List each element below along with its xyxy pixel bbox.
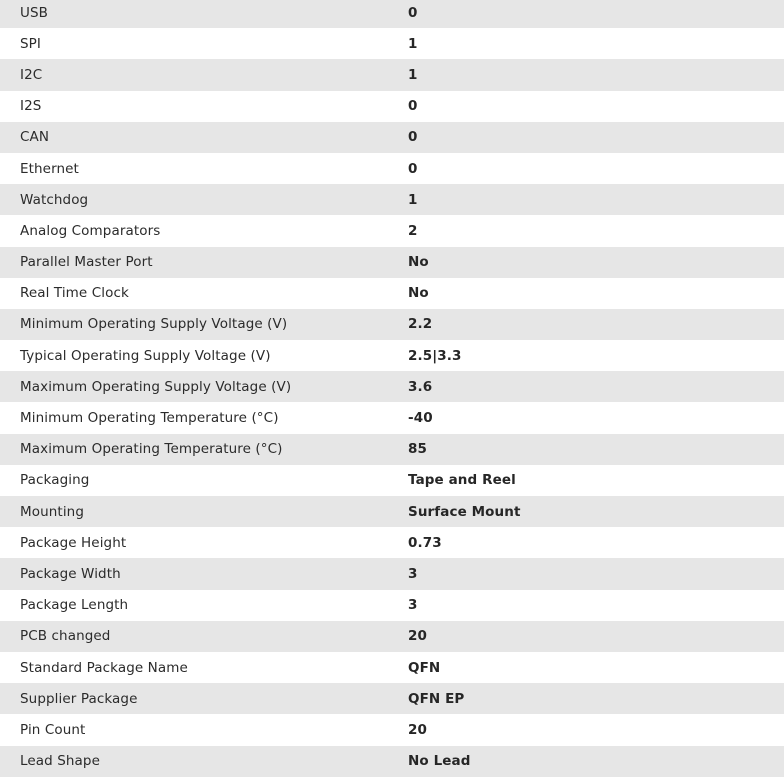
spec-row-standard-package-name bbox=[0, 652, 784, 683]
spec-row-min-temperature bbox=[0, 402, 784, 433]
spec-row-packaging bbox=[0, 465, 784, 496]
spec-row-can bbox=[0, 122, 784, 153]
spec-value: 1 bbox=[408, 191, 418, 208]
spec-row-pin-count bbox=[0, 714, 784, 745]
spec-value: No bbox=[408, 254, 429, 271]
spec-row-package-width bbox=[0, 558, 784, 589]
spec-row-real-time-clock bbox=[0, 278, 784, 309]
spec-label: Maximum Operating Temperature (°C) bbox=[20, 441, 283, 458]
spec-label: Mounting bbox=[20, 503, 84, 520]
spec-value: 20 bbox=[408, 721, 427, 738]
spec-value: No bbox=[408, 285, 429, 302]
spec-label: Watchdog bbox=[20, 191, 89, 208]
spec-value: 85 bbox=[408, 441, 427, 458]
spec-row-pcb-changed bbox=[0, 621, 784, 652]
spec-row-package-length bbox=[0, 590, 784, 621]
spec-value: 1 bbox=[408, 66, 418, 83]
spec-label: Typical Operating Supply Voltage (V) bbox=[20, 347, 271, 364]
spec-label: Real Time Clock bbox=[20, 285, 129, 302]
spec-value: 2.5|3.3 bbox=[408, 347, 462, 364]
spec-label: Package Height bbox=[20, 534, 127, 551]
spec-label: CAN bbox=[20, 129, 50, 146]
spec-label: SPI bbox=[20, 35, 41, 52]
spec-row-watchdog bbox=[0, 184, 784, 215]
spec-label: Parallel Master Port bbox=[20, 254, 153, 271]
spec-value: 0 bbox=[408, 98, 418, 115]
spec-value: Surface Mount bbox=[408, 503, 521, 520]
spec-row-max-supply-voltage bbox=[0, 371, 784, 402]
spec-row-parallel-master-port bbox=[0, 247, 784, 278]
spec-label: Minimum Operating Supply Voltage (V) bbox=[20, 316, 288, 333]
spec-value: 1 bbox=[408, 35, 418, 52]
spec-value: No Lead bbox=[408, 753, 471, 770]
spec-row-max-temperature bbox=[0, 434, 784, 465]
spec-value: 0.73 bbox=[408, 534, 442, 551]
spec-label: Standard Package Name bbox=[20, 659, 188, 676]
spec-value: Tape and Reel bbox=[408, 472, 516, 489]
spec-label: Supplier Package bbox=[20, 690, 138, 707]
spec-value: 0 bbox=[408, 129, 418, 146]
spec-label: I2C bbox=[20, 66, 43, 83]
spec-label: Packaging bbox=[20, 472, 90, 489]
spec-value: 3.6 bbox=[408, 378, 433, 395]
spec-row-min-supply-voltage bbox=[0, 309, 784, 340]
spec-value: 2 bbox=[408, 222, 418, 239]
spec-value: 3 bbox=[408, 597, 418, 614]
spec-row-spi bbox=[0, 28, 784, 59]
spec-value: 0 bbox=[408, 160, 418, 177]
spec-row-usb bbox=[0, 0, 784, 28]
spec-row-typ-supply-voltage bbox=[0, 340, 784, 371]
spec-label: Ethernet bbox=[20, 160, 79, 177]
spec-row-supplier-package bbox=[0, 683, 784, 714]
spec-label: Package Length bbox=[20, 597, 129, 614]
spec-value: 3 bbox=[408, 565, 418, 582]
spec-label: Package Width bbox=[20, 565, 121, 582]
spec-row-i2s bbox=[0, 91, 784, 122]
spec-row-package-height bbox=[0, 527, 784, 558]
spec-label: PCB changed bbox=[20, 628, 111, 645]
spec-label: Minimum Operating Temperature (°C) bbox=[20, 410, 279, 427]
spec-row-ethernet bbox=[0, 153, 784, 184]
spec-value: 2.2 bbox=[408, 316, 433, 333]
spec-value: 0 bbox=[408, 4, 418, 21]
spec-label: Pin Count bbox=[20, 721, 86, 738]
spec-value: QFN EP bbox=[408, 690, 465, 707]
spec-value: -40 bbox=[408, 410, 433, 427]
spec-row-i2c bbox=[0, 59, 784, 90]
spec-row-analog-comparators bbox=[0, 215, 784, 246]
spec-label: Lead Shape bbox=[20, 753, 100, 770]
spec-row-lead-shape bbox=[0, 746, 784, 777]
spec-label: Analog Comparators bbox=[20, 222, 161, 239]
spec-label: Maximum Operating Supply Voltage (V) bbox=[20, 378, 292, 395]
spec-value: 20 bbox=[408, 628, 427, 645]
spec-row-mounting bbox=[0, 496, 784, 527]
spec-label: USB bbox=[20, 4, 49, 21]
spec-value: QFN bbox=[408, 659, 441, 676]
spec-label: I2S bbox=[20, 98, 42, 115]
